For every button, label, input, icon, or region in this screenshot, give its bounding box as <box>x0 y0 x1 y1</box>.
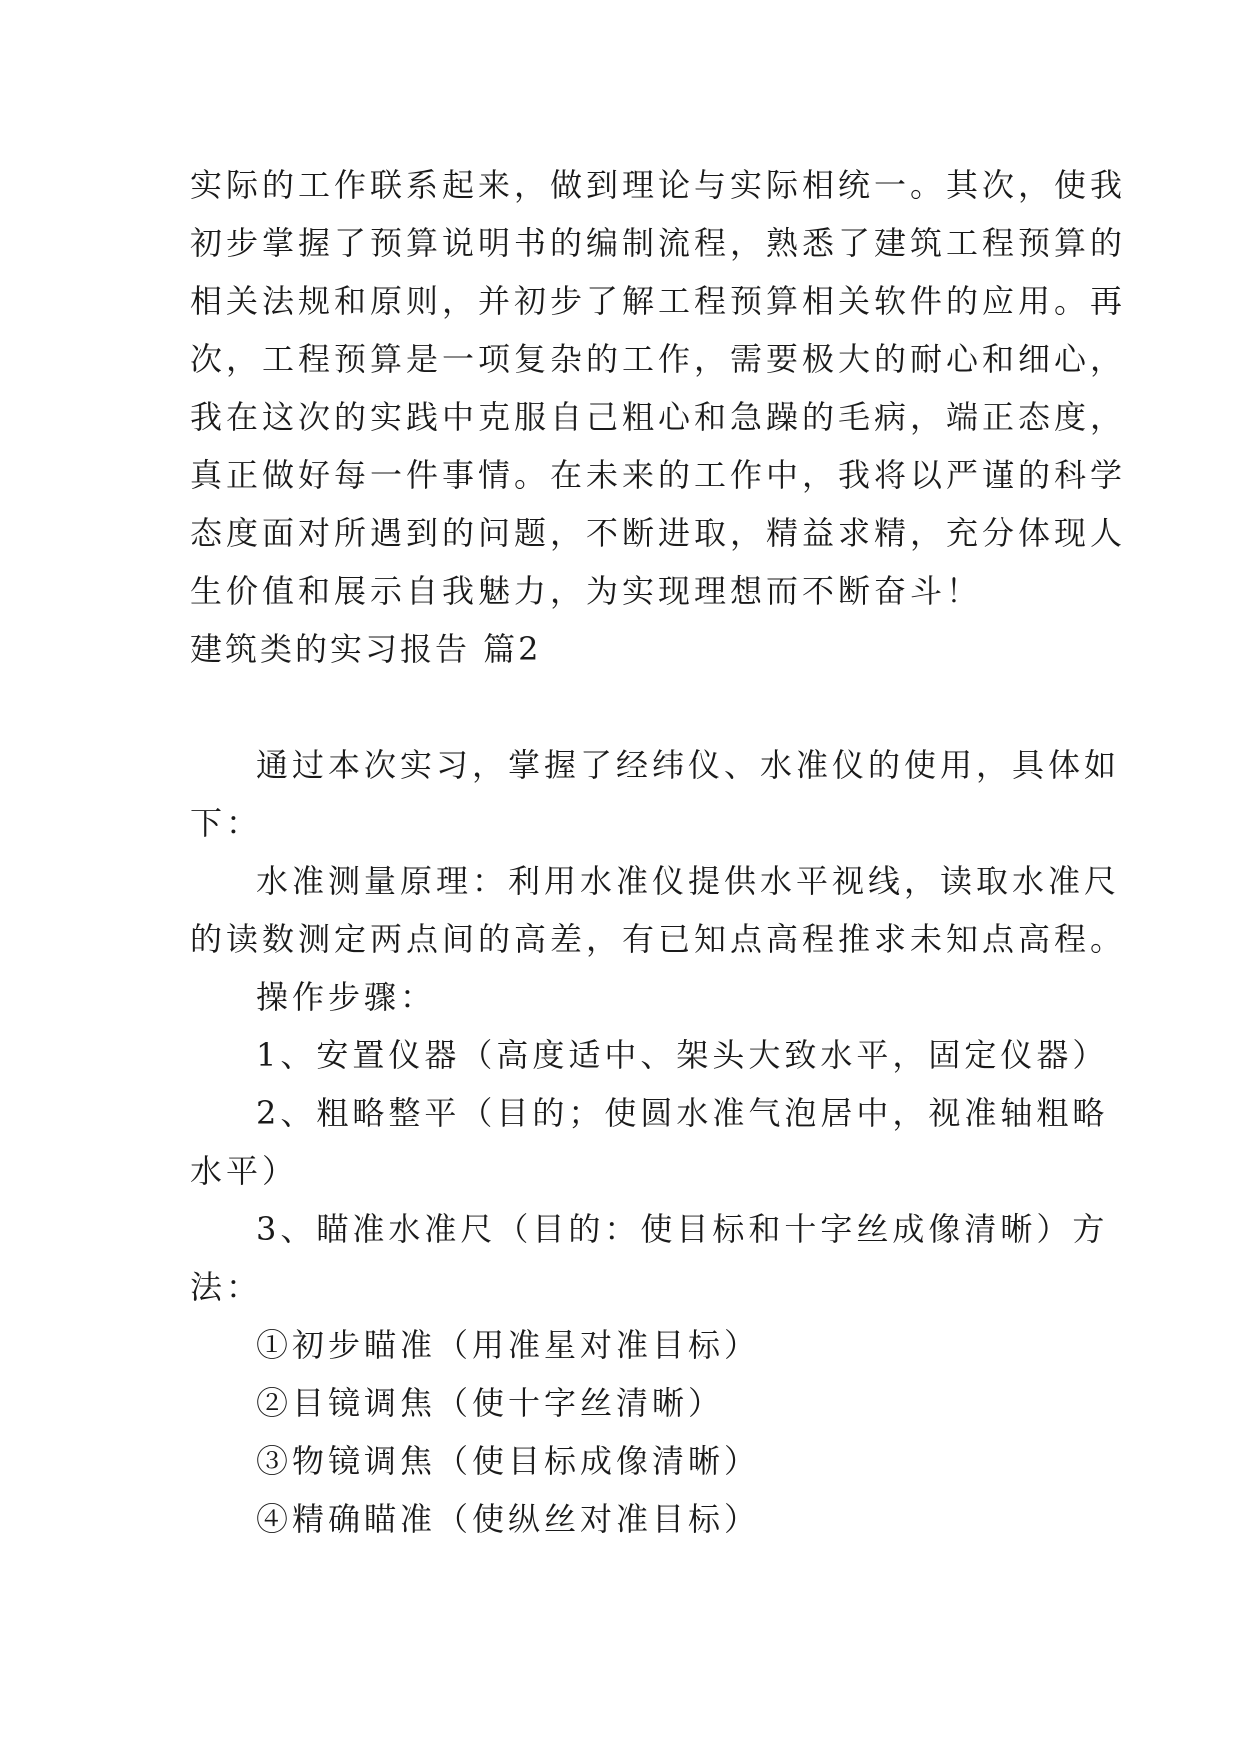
text-line: 相关法规和原则，并初步了解工程预算相关软件的应用。再 <box>190 282 1127 320</box>
substeps-list <box>190 1316 1050 1548</box>
text-line: 生价值和展示自我魅力，为实现理想而不断奋斗！ <box>190 572 983 610</box>
substep-item: ②目镜调焦（使十字丝清晰） <box>256 1384 725 1422</box>
text-line: 实际的工作联系起来，做到理论与实际相统一。其次，使我 <box>190 166 1127 204</box>
text-line: 下： <box>190 804 263 842</box>
text-line: 法： <box>190 1268 263 1306</box>
text-line: 水平） <box>190 1152 299 1190</box>
step-2 <box>190 1084 1109 1200</box>
substep-item: ①初步瞄准（用准星对准目标） <box>256 1326 761 1364</box>
step-3 <box>190 1200 1109 1316</box>
text-line: 初步掌握了预算说明书的编制流程，熟悉了建筑工程预算的 <box>190 224 1127 262</box>
paragraph-principle <box>190 852 1127 968</box>
substep-item: ④精确瞄准（使纵丝对准目标） <box>256 1500 761 1538</box>
text-line: 3、瞄准水准尺（目的：使目标和十字丝成像清晰）方 <box>256 1210 1109 1248</box>
document-body <box>190 156 1127 1548</box>
paragraph-intro <box>190 736 1121 852</box>
text-line: 水准测量原理：利用水准仪提供水平视线，读取水准尺 <box>256 862 1121 900</box>
substep-item: ③物镜调焦（使目标成像清晰） <box>256 1442 761 1480</box>
section-heading: 建筑类的实习报告 篇2 <box>190 630 542 668</box>
steps-label: 操作步骤： <box>256 978 437 1016</box>
blank-line <box>190 678 1050 736</box>
text-line: 通过本次实习，掌握了经纬仪、水准仪的使用，具体如 <box>256 746 1121 784</box>
text-line: 态度面对所遇到的问题，不断进取，精益求精，充分体现人 <box>190 514 1127 552</box>
step-1: 1、安置仪器（高度适中、架头大致水平，固定仪器） <box>256 1036 1109 1074</box>
text-line: 我在这次的实践中克服自己粗心和急躁的毛病，端正态度， <box>190 398 1127 436</box>
text-line: 次，工程预算是一项复杂的工作，需要极大的耐心和细心， <box>190 340 1127 378</box>
text-line: 真正做好每一件事情。在未来的工作中，我将以严谨的科学 <box>190 456 1127 494</box>
paragraph-conclusion <box>190 156 1127 620</box>
text-line: 2、粗略整平（目的；使圆水准气泡居中，视准轴粗略 <box>256 1094 1109 1132</box>
text-line: 的读数测定两点间的高差，有已知点高程推求未知点高程。 <box>190 920 1127 958</box>
